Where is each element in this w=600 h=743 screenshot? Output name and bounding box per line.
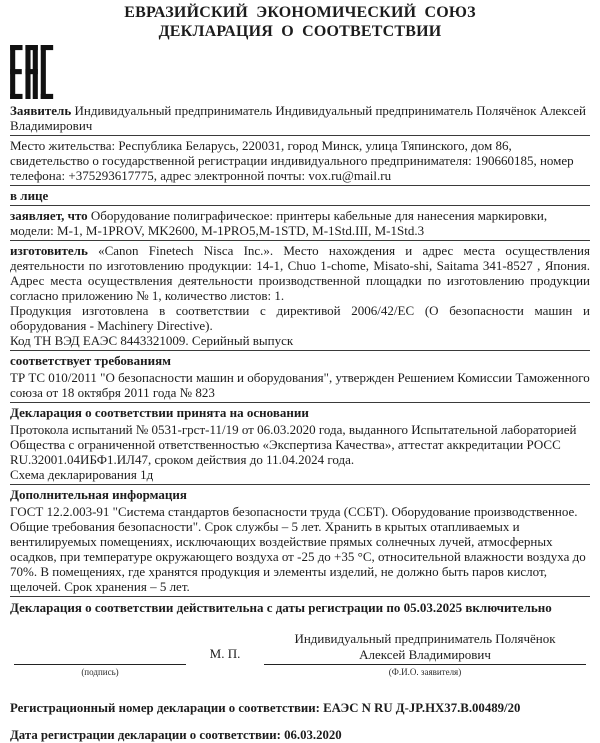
declares-label: заявляет, что [10,208,88,223]
declarant-field [264,631,586,677]
eac-logo [10,45,590,99]
complies-heading: соответствует требованиям [10,353,171,368]
validity-statement: Декларация о соответствии действительна с даты регистрации по 05.03.2025 включительно [10,600,552,615]
basis-heading: Декларация о соответствии принята на основании [10,405,309,420]
declarant-caption: (Ф.И.О. заявителя) [388,667,462,677]
applicant-section [10,101,590,136]
gost-section: ГОСТ 12.2.003-91 "Система стандартов безопасности труда (ССБТ). Оборудование производственное. Общие требования безопасности". Срок службы – 5 лет. Хранить в крытых отапливаемых и вентилируемых помещениях, исключающих воздействие прямых солнечных лучей, атмосферных осадков, при температуре окружающего воздуха от -25 до +35 °С, относительной влажности воздуха до 70%. В помещениях, где хранятся продукция и элементы изделий, не должно быть паров кислот, щелочей. Срок хранения – 5 лет. [10,502,590,597]
registration-date: Дата регистрации декларации о соответствии: 06.03.2020 [10,728,342,742]
seal-placeholder: М. П. [209,646,241,661]
production-directive-section: Продукция изготовлена в соответствии с директивой 2006/42/EC (О безопасности машин и оборудования - Machinery Directive). [10,303,590,333]
registration-number: Регистрационный номер декларации о соответствии: ЕАЭС N RU Д-JP.НХ37.В.00489/20 [10,701,521,715]
tr-ts-section: ТР ТС 010/2011 "О безопасности машин и оборудования", утвержден Решением Комиссии Таможенного союза от 18 октября 2011 года № 823 [10,368,590,403]
document-type: ДЕКЛАРАЦИЯ О СООТВЕТСТВИИ [158,22,442,40]
manufacturer-label: изготовитель [10,243,88,258]
protocol-section: Протокола испытаний № 0531-грст-11/19 от 06.03.2020 года, выданного Испытательной лабораторией Общества с ограниченной ответственностью «Экспертиза Качества», аттестат аккредитации РОСС RU.32001.04ИБФ1.ИЛ47, сроком действия до 11.04.2024 года. [10,422,577,467]
eac-mark-icon [10,45,54,99]
residence-section: Место жительства: Республика Беларусь, 220031, город Минск, улица Тяпинского, дом 86, свидетельство о государственной регистрации индивидуального предпринимателя: 190660185, номер телефона: +375293617775, адрес электронной почты: vox.ru@mail.ru [10,136,590,186]
manufacturer-section [10,241,590,303]
signature-block [10,631,590,677]
additional-info-heading: Дополнительная информация [10,487,187,502]
declares-text: Оборудование полиграфическое: принтеры кабельные для нанесения маркировки, модели: M-1, M-1PROV, MK2600, M-1PRO5,M-1STD, M-1Std.III, M-1Std.3 [10,208,548,238]
applicant-text: Индивидуальный предприниматель Индивидуальный предприниматель Полячёнок Алексей Владимирович [10,103,586,133]
scheme-section: Схема декларирования 1д [10,467,590,485]
union-name: ЕВРАЗИЙСКИЙ ЭКОНОМИЧЕСКИЙ СОЮЗ [124,4,476,21]
tnved-code-section: Код ТН ВЭД ЕАЭС 8443321009. Серийный выпуск [10,333,590,351]
signature-line [14,650,186,665]
document-title [10,4,590,41]
applicant-label: Заявитель [10,103,72,118]
declarant-name: Индивидуальный предприниматель Полячёнок Алексей Владимирович [264,631,586,665]
in-person-section: в лице [10,186,590,206]
manufacturer-text: «Canon Finetech Nisca Inc.». Место нахождения и адрес места осуществления деятельности по изготовлению продукции: 14-1, Chuo 1-chome, Misato-shi, Saitama 341-8527 , Япония. Адрес места осуществления деятельности производственной площадки по изготовлению продукции согласно приложению № 1, количество листов: 1. [10,243,590,303]
signature-caption: (подпись) [81,667,119,677]
registration-footer [10,701,590,743]
signature-field [14,650,186,677]
declares-section [10,206,590,241]
